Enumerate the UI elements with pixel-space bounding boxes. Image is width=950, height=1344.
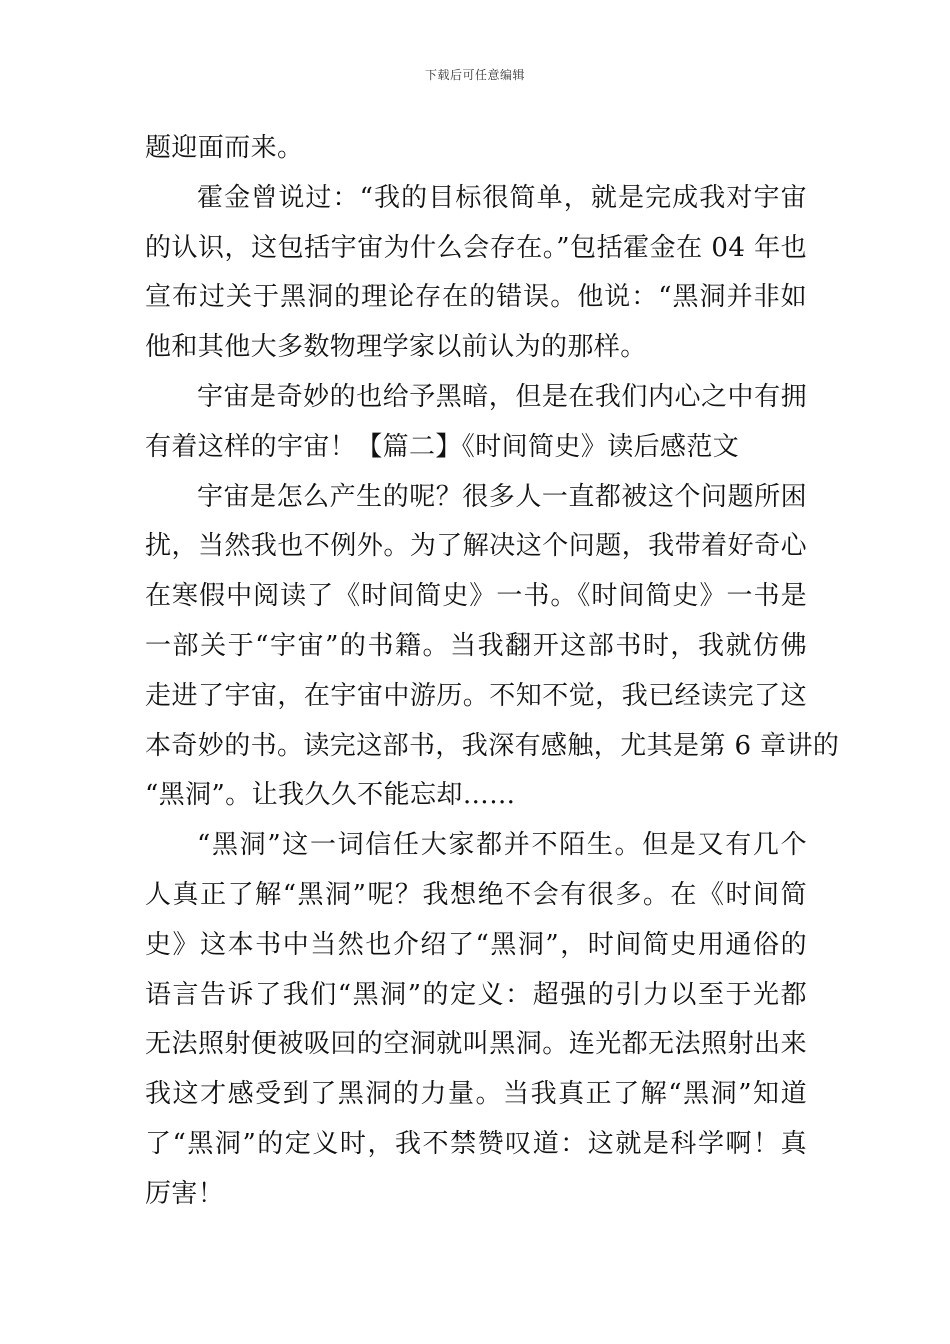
text-line: 宣布过关于黑洞的理论存在的错误。他说：“黑洞并非如	[145, 282, 807, 313]
text-line: 一部关于“宇宙”的书籍。当我翻开这部书时，我就仿佛	[145, 630, 807, 661]
text-line: 史》这本书中当然也介绍了“黑洞”，时间简史用通俗的	[145, 929, 807, 960]
text-line: 宇宙是怎么产生的呢？很多人一直都被这个问题所困	[197, 481, 807, 512]
text-line: 厉害！	[145, 1178, 225, 1209]
page-header: 下载后可任意编辑	[424, 68, 525, 82]
text-line: 人真正了解“黑洞”呢？我想绝不会有很多。在《时间简	[145, 879, 807, 910]
text-line: 走进了宇宙，在宇宙中游历。不知不觉，我已经读完了这	[145, 680, 807, 711]
text-line: 霍金曾说过：“我的目标很简单，就是完成我对宇宙	[197, 182, 807, 213]
document-body	[145, 124, 840, 1220]
text-line: 他和其他大多数物理学家以前认为的那样。	[145, 332, 647, 363]
text-line: 在寒假中阅读了《时间简史》一书。《时间简史》一书是	[145, 581, 807, 612]
text-line: 我这才感受到了黑洞的力量。当我真正了解“黑洞”知道	[145, 1079, 807, 1110]
text-line: 扰，当然我也不例外。为了解决这个问题，我带着好奇心	[145, 531, 807, 562]
text-line: 了“黑洞”的定义时，我不禁赞叹道：这就是科学啊！真	[145, 1128, 807, 1159]
text-line: 的认识，这包括宇宙为什么会存在。”包括霍金在 04 年也	[145, 232, 807, 263]
text-line: 有着这样的宇宙！【篇二】《时间简史》读后感范文	[145, 431, 740, 462]
text-line: 题迎面而来。	[145, 133, 304, 163]
text-line: 语言告诉了我们“黑洞”的定义：超强的引力以至于光都	[145, 979, 807, 1010]
text-line: 宇宙是奇妙的也给予黑暗，但是在我们内心之中有拥	[197, 381, 807, 412]
text-line: “黑洞”。让我久久不能忘却……	[145, 780, 516, 811]
text-line: “黑洞”这一词信任大家都并不陌生。但是又有几个	[197, 830, 807, 861]
text-line: 本奇妙的书。读完这部书，我深有感触，尤其是第 6 章讲的	[145, 730, 840, 761]
text-line: 无法照射便被吸回的空洞就叫黑洞。连光都无法照射出来	[145, 1029, 807, 1060]
